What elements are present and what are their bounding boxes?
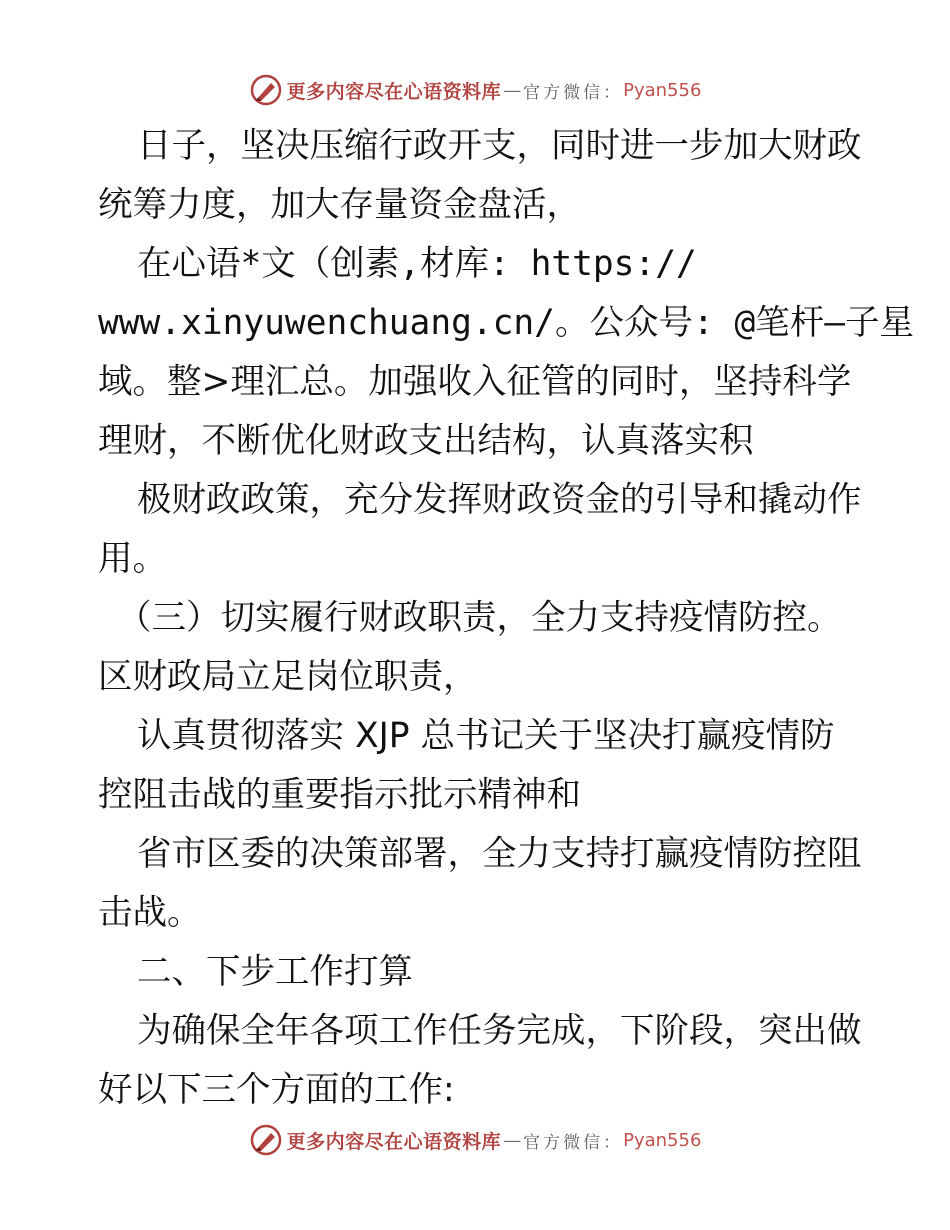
section-heading: 二、下步工作打算 [137,952,413,992]
text-line: 统筹力度，加大存量资金盘活， [98,185,581,225]
pen-logo-icon [249,73,283,107]
banner-wechat-id: Pyan556 [623,79,702,101]
text-line: 认真贯彻落实 XJP 总书记关于坚决打赢疫情防 [137,716,835,756]
text-line: 极财政政策，充分发挥财政资金的引导和撬动作 [137,480,862,520]
text-line: 击战。 [98,893,202,933]
banner-text: 更多内容尽在心语资料库 [286,1130,502,1153]
banner-dash: — [503,79,522,101]
text-line: 好以下三个方面的工作: [98,1070,455,1110]
text-line: 省市区委的决策部署，全力支持打赢疫情防控阻 [137,834,862,874]
banner-dash: — [503,1129,522,1151]
banner-wechat-id: Pyan556 [623,1129,702,1151]
text-line: 在心语*文（创素,材库: https:// [137,244,697,284]
text-line: 为确保全年各项工作任务完成，下阶段，突出做 [137,1011,862,1051]
header-watermark-banner [0,70,950,110]
pen-logo-icon [249,1123,283,1157]
text-line: 用。 [98,539,167,579]
text-line: 域。整>理汇总。加强收入征管的同时，坚持科学 [98,362,852,402]
text-line: 区财政局立足岗位职责， [98,657,478,697]
footer-watermark-banner [0,1120,950,1160]
banner-label: 官方微信： [523,1132,624,1153]
text-line: www.xinyuwenchuang.cn/。公众号: @笔杆—子星 [98,303,915,343]
banner-text: 更多内容尽在心语资料库 [286,80,502,103]
text-line: 控阻击战的重要指示批示精神和 [98,775,581,815]
section-heading: （三）切实履行财政职责，全力支持疫情防控。 [117,598,842,638]
banner-label: 官方微信： [523,82,624,103]
text-line: 理财，不断优化财政支出结构，认真落实积 [98,421,754,461]
text-line: 日子，坚决压缩行政开支，同时进一步加大财政 [137,126,862,166]
